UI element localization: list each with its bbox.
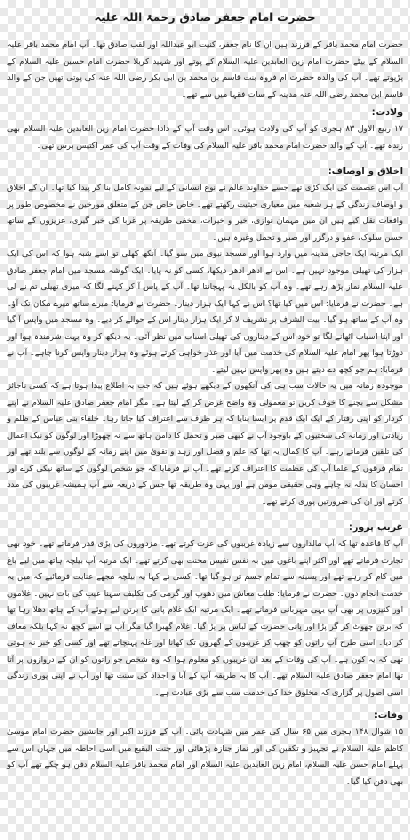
section-heading-birth: ولادت:: [371, 107, 403, 118]
character-paragraph-2: ایک مرتبہ ایک حاجی مدینہ میں وارد ہوا اور مسجد نبوی میں سو گیا۔ آنکھ کھلی تو اسے شبہ ہوا کہ اس کی ایک ہزار کی تھیلی موجود نہیں ہے۔ اس نے ادھر ادھر دیکھا، کسی کو نہ پایا۔ ایک گوشہ مسجد میں امام جعفر صادق علیہ السلام نماز پڑھ رہے تھے۔ وہ آپ کو بالکل نہ پہچانتا تھا۔ آپ کے پاس آ کر کہنے لگا کہ میری تھیلی تم نے لی ہے۔ حضرت نے فرمایا: اس میں کیا تھا؟ اس نے کہا ایک ہزار دینار۔ حضرت نے فرمایا: میرے ساتھ میرے مکان تک آؤ۔ وہ آپ کے ساتھ ہو گیا۔ بیت الشرف پر تشریف لا کر ایک ہزار دینار اس کے حوالے کر دیے۔ وہ مسجد میں واپس آ گیا اور اپنا اسباب اٹھانے لگا تو خود اس کے دیناروں کی تھیلی اسباب میں نظر آئی۔ یہ دیکھ کر وہ بہت شرمندہ ہوا اور دوڑتا ہوا پھر امام علیہ السلام کی خدمت میں آیا اور عذر خواہی کرتے ہوئے وہ ہزار دینار واپس کرنا چاہے۔ آپ نے فرمایا: ہم جو کچھ دے دیتے ہیں وہ پھر واپس نہیں لیتے۔: [7, 248, 403, 374]
birth-paragraph: ۱۷ ربیع الاول ۸۳ ہجری کو آپ کی ولادت ہوئی۔ اس وقت آپ کے دادا حضرت امام زین العابدین علیہ السلام بھی زندہ تھے۔ آپ کے والد حضرت امام محمد باقر علیہ السلام کی وفات کے وقت آپ کی عمر اکتیس برس تھی۔: [7, 123, 404, 150]
charity-paragraph: آپ کا قاعدہ تھا کہ آپ مالداروں سے زیادہ غریبوں کی عزت کرتے تھے۔ مزدوروں کی بڑی قدر فرماتے تھے۔ خود بھی تجارت فرماتے تھے اور اکثر اپنے باغوں میں بہ نفس نفیس محنت بھی کرتے تھے۔ ایک مرتبہ آپ بیلچہ ہاتھ میں لیے باغ میں کام کر رہے تھے اور پسینہ سے تمام جسم تر ہو گیا تھا۔ کسی نے کہا یہ بیلچہ مجھے عنایت فرمائیے کہ میں یہ خدمت انجام دوں۔ حضرت نے فرمایا: طلب معاش میں دھوپ اور گرمی کی تکلیف سہنا عیب کی بات نہیں۔ غلاموں اور کنیزوں پر بھی آپ یہی مہربانی فرماتے تھے۔ ایک مرتبہ ایک غلام پانی کا برتن لیے ہوئے آپ کے ہاتھ دھلا رہا تھا کہ برتن چھوٹ کر گر پڑا اور پانی حضرت کے لباس پر پڑ گیا۔ غلام گھبرا گیا مگر آپ نے اسے کچھ نہ کہا بلکہ معاف کر دیا۔ اسی طرح آپ راتوں کو چھپ کر غریبوں کے گھروں تک کھانا اور غلہ پہنچاتے تھے اور کسی کو خبر نہ ہوتی تھی کہ یہ کون ہے۔ آپ کی وفات کے بعد ان غریبوں کو معلوم ہوا کہ وہ شخص جو راتوں کو ان کے دروازوں پر آتا تھا امام جعفر صادق علیہ السلام تھے۔ آپ کا یہ طریقہ آپ کے آبا و اجداد کی سنت تھا اور آپ نے اپنی پوری زندگی اسی اصول پر گزاری کہ مخلوق خدا کی خدمت سب سے بڑی عبادت ہے۔: [7, 538, 403, 697]
document-title: حضرت امام جعفر صادق رحمۃ اللہ علیہ: [94, 10, 316, 24]
section-heading-death: وفات:: [373, 710, 403, 721]
character-paragraph-3: موجودہ زمانہ میں یہ حالات سب ہی کی آنکھوں کے دیکھے ہوئے ہیں کہ جب یہ اطلاع پیدا ہوتا ہے کہ کسی ناجائز مشکل سے بچنے کا خوف کریں تو معمولی وہ واضح غرض کر کے لیتا ہے۔ مگر امام جعفر صادق علیہ السلام نے اپنے کردار کو اپنی رفتار کے ایک ایک قدم پر ایسا بنایا کہ ہر طرف سے اعتراف کیا جاتا رہا۔ خلفاء بنی عباس کے ظلم و زیادتی اور زمانہ کی سختیوں کے باوجود آپ نے کبھی صبر و تحمل کا دامن ہاتھ سے نہ چھوڑا اور لوگوں کو نیک اعمال کی تلقین فرماتے رہے۔ آپ کا کمال یہ تھا کہ علم و فضل اور زہد و تقویٰ میں اپنے زمانہ کے لوگوں سے بلند تھے اور تمام فرقوں کے علما آپ کی عظمت کا اعتراف کرتے تھے۔ آپ نے فرمایا کہ جو شخص لوگوں کے ساتھ نیکی کرے اور احسان کا بدلہ نہ چاہے وہی حقیقی مومن ہے اور یہی وہ طریقہ تھا جس کے ذریعہ سے آپ ہمیشہ غریبوں کی مدد کرتے اور ان کی ضرورتیں پوری کرتے تھے۔: [7, 380, 403, 506]
section-heading-charity: غریب پرور:: [349, 522, 403, 533]
death-paragraph: ۱۵ شوال ۱۴۸ ہجری میں ۶۵ سال کی عمر میں شہادت پائی۔ آپ کے فرزند اکبر اور جانشین حضرت امام موسیٰ کاظم علیہ السلام نے تجہیز و تکفین کی اور نماز جنازہ پڑھائی اور جنت البقیع میں اسی احاطہ میں جہاں اس سے پہلے امام حسن علیہ السلام، امام زین العابدین علیہ السلام اور امام محمد باقر علیہ السلام دفن ہو چکے تھے آپ کو بھی دفن کیا گیا۔: [7, 726, 403, 786]
intro-paragraph: حضرت امام محمد باقر کے فرزند ہیں ان کا نام جعفر، کنیت ابو عبداللہ اور لقب صادق تھا۔ آپ امام محمد باقر علیہ السلام کے بیٹے حضرت امام زین العابدین علیہ السلام کے پوتے اور شہید کربلا حضرت امام حسین علیہ السلام کے پڑپوتے تھے۔ آپ کی والدہ حضرت ام فروہ بنت قاسم بن محمد بن ابی بکر رضی اللہ عنہ کی پوتی تھیں جن کے والد قاسم ابن محمد رضی اللہ عنہ مدینہ کے سات فقہا میں سے تھے۔: [7, 39, 403, 99]
section-heading-character: اخلاق و اوصاف:: [327, 166, 403, 177]
character-paragraph-1: آپ اس عصمت کی ایک کڑی تھے جسے خداوند عالم نے نوع انسانی کے لیے نمونہ کامل بنا کر پیدا کیا تھا۔ ان کے اخلاق و اوصاف زندگی کے ہر شعبہ میں معیاری حیثیت رکھتے تھے۔ خاص خاص جن کے متعلق مورخین نے مخصوص طور پر واقعات نقل کیے ہیں ان میں مہمان نوازی، خیر و خیرات، مخفی طریقہ پر غربا کی خبر گیری، عزیزوں کے ساتھ حسن سلوک، عفو و درگزر اور صبر و تحمل وغیرہ ہیں۔: [7, 182, 403, 242]
